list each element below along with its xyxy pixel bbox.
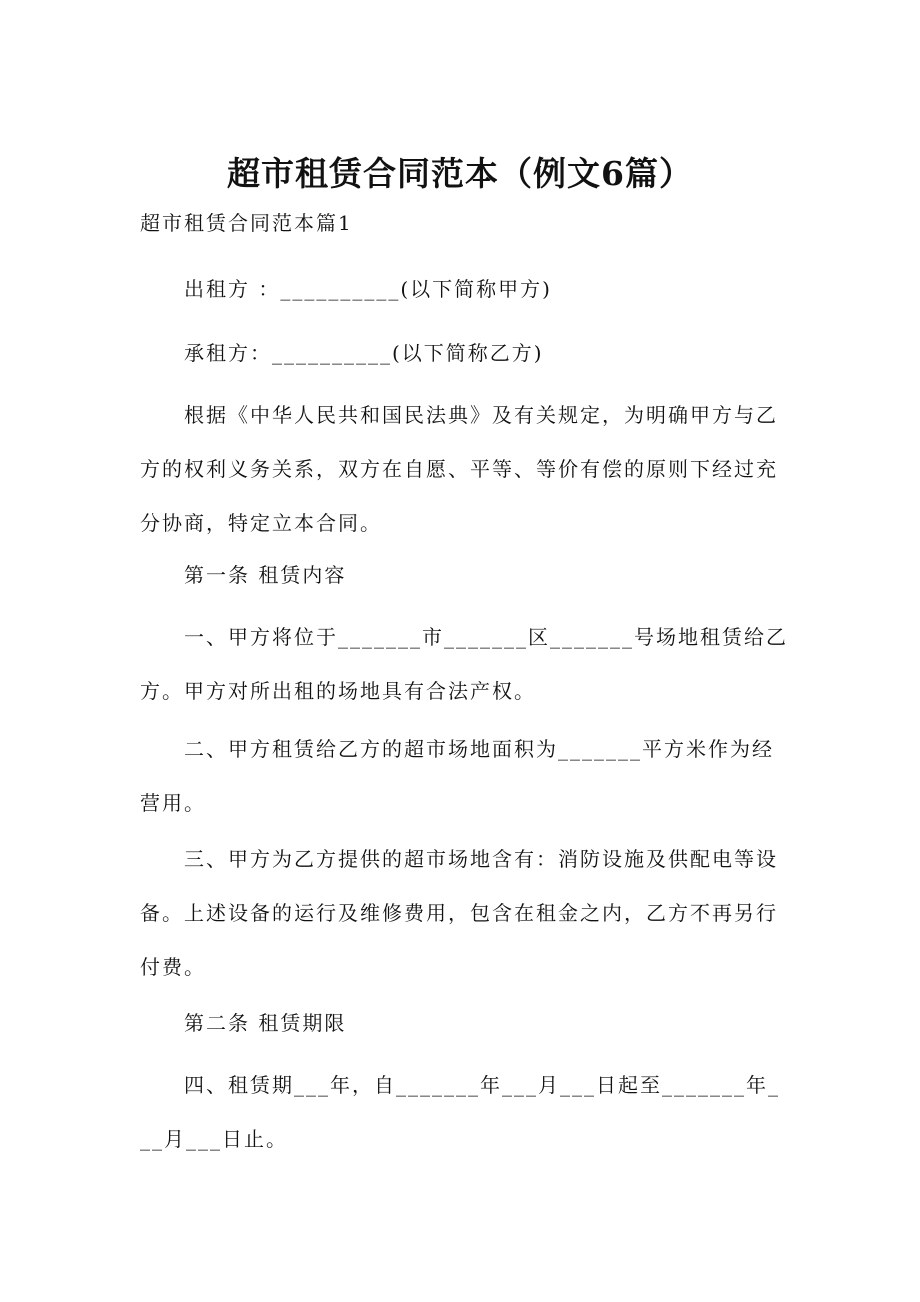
clause-2: 二、甲方租赁给乙方的超市场地面积为_______平方米作为经营用。	[140, 737, 774, 815]
preamble-paragraph: 根据《中华人民共和国民法典》及有关规定，为明确甲方与乙方的权利义务关系，双方在自愿、平等、等价有偿的原则下经过充分协商，特定立本合同。	[140, 403, 778, 535]
document-title: 超市租赁合同范本（例文6篇）	[227, 154, 693, 193]
clause-4: 四、租赁期___年，自_______年___月___日起至_______年___月___日止。	[140, 1073, 780, 1151]
clause-3: 三、甲方为乙方提供的超市场地含有：消防设施及供配电等设备。上述设备的运行及维修费用，包含在租金之内，乙方不再另行付费。	[140, 847, 778, 979]
article-heading-2: 第二条 租赁期限	[184, 1011, 347, 1035]
lessee-line: 承租方：__________(以下简称乙方)	[184, 341, 544, 365]
lessor-line: 出租方 ：__________(以下简称甲方)	[184, 277, 552, 301]
section-subtitle: 超市租赁合同范本篇1	[140, 211, 353, 235]
clause-1: 一、甲方将位于_______市_______区_______号场地租赁给乙方。甲方对所出租的场地具有合法产权。	[140, 625, 788, 703]
article-heading-1: 第一条 租赁内容	[184, 563, 347, 587]
